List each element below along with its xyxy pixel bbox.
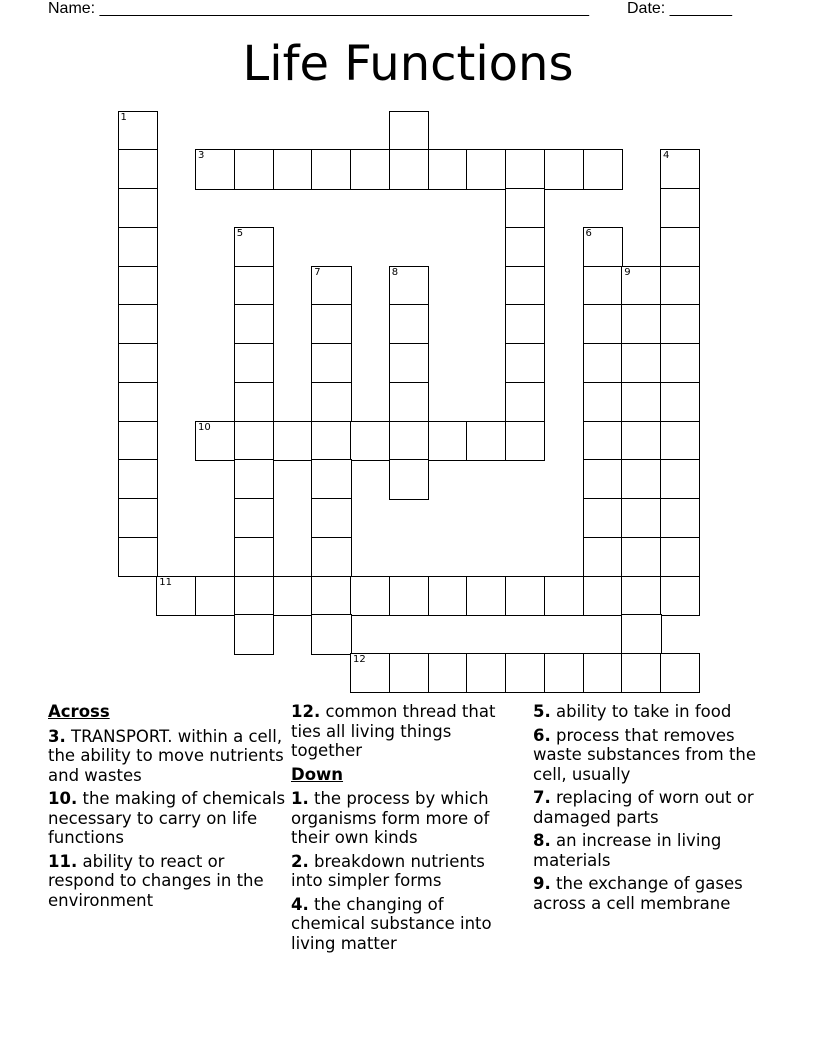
clue-text: the exchange of gases across a cell membrane: [533, 874, 743, 913]
clue-text: an increase in living materials: [533, 831, 722, 870]
clue-text: common thread that ties all living things together: [291, 702, 496, 760]
crossword-cell[interactable]: [118, 149, 158, 189]
clue-down-5: [533, 702, 778, 722]
crossword-cell[interactable]: [311, 304, 351, 344]
clue-down-8: [533, 831, 778, 870]
across-heading: Across: [48, 702, 110, 721]
crossword-cell[interactable]: [583, 498, 623, 538]
crossword-cell[interactable]: [660, 304, 700, 344]
crossword-cell[interactable]: [311, 421, 351, 461]
clue-number-label: 9: [624, 266, 631, 278]
crossword-cell[interactable]: [544, 149, 584, 189]
crossword-cell[interactable]: [428, 149, 468, 189]
clue-text: process that removes waste substances from the cell, usually: [533, 725, 757, 784]
clue-number: 3.: [48, 726, 66, 746]
clue-number-label: 4: [663, 150, 670, 162]
clue-number: 2.: [291, 851, 309, 871]
crossword-cell[interactable]: [118, 188, 158, 228]
clue-number-label: 12: [353, 654, 366, 665]
clue-number: 8.: [533, 831, 551, 850]
crossword-cell[interactable]: [505, 576, 545, 616]
crossword-cell[interactable]: [234, 421, 274, 461]
crossword-cell[interactable]: [311, 266, 351, 306]
crossword-cell[interactable]: [234, 537, 274, 577]
clue-column-2: [291, 702, 516, 957]
crossword-cell[interactable]: [234, 576, 274, 616]
crossword-cell[interactable]: [234, 227, 274, 267]
crossword-cell[interactable]: [234, 149, 274, 189]
crossword-cell[interactable]: [621, 537, 661, 577]
crossword-cell[interactable]: [621, 498, 661, 538]
crossword-cell[interactable]: [660, 537, 700, 577]
crossword-cell[interactable]: [350, 653, 390, 693]
crossword-cell[interactable]: [311, 459, 351, 499]
clue-number-label: 6: [585, 227, 592, 239]
crossword-cell[interactable]: [466, 576, 506, 616]
crossword-cell[interactable]: [583, 266, 623, 306]
crossword-cell[interactable]: [311, 614, 351, 654]
crossword-cell[interactable]: [621, 653, 661, 693]
crossword-cell[interactable]: [311, 343, 351, 383]
clue-number: 6.: [533, 725, 551, 745]
crossword-cell[interactable]: [428, 421, 468, 461]
crossword-cell[interactable]: [660, 421, 700, 461]
clue-number: 9.: [533, 874, 551, 893]
crossword-cell[interactable]: [505, 304, 545, 344]
crossword-cell[interactable]: [311, 382, 351, 422]
crossword-cell[interactable]: [505, 343, 545, 383]
clue-down-2: [291, 852, 516, 891]
crossword-cell[interactable]: [660, 188, 700, 228]
clue-across-11: [48, 852, 288, 911]
crossword-cell[interactable]: [428, 576, 468, 616]
crossword-cell[interactable]: [660, 382, 700, 422]
clue-down-1: [291, 789, 516, 848]
clue-text: ability to take in food: [556, 702, 732, 721]
clue-number-label: 7: [314, 266, 321, 278]
crossword-cell[interactable]: [583, 653, 623, 693]
clue-number-label: 10: [198, 421, 211, 433]
clue-across-10: [48, 789, 288, 848]
crossword-cell[interactable]: [660, 459, 700, 499]
crossword-cell[interactable]: [118, 304, 158, 344]
clue-down-9: [533, 874, 778, 913]
clue-number-label: 11: [159, 576, 172, 588]
crossword-cell[interactable]: [621, 304, 661, 344]
crossword-cell[interactable]: [118, 459, 158, 499]
crossword-cell[interactable]: [311, 576, 351, 616]
crossword-cell[interactable]: [583, 382, 623, 422]
crossword-cell[interactable]: [621, 421, 661, 461]
crossword-cell[interactable]: [544, 576, 584, 616]
clue-number: 7.: [533, 788, 551, 807]
crossword-cell[interactable]: [273, 421, 313, 461]
crossword-cell[interactable]: [544, 653, 584, 693]
crossword-cell[interactable]: [311, 537, 351, 577]
crossword-cell[interactable]: [660, 653, 700, 693]
clue-number: 5.: [533, 702, 551, 721]
crossword-cell[interactable]: [389, 343, 429, 383]
crossword-cell[interactable]: [660, 498, 700, 538]
crossword-cell[interactable]: [389, 576, 429, 616]
crossword-cell[interactable]: [583, 421, 623, 461]
clue-number-label: 3: [198, 150, 205, 162]
crossword-cell[interactable]: [505, 653, 545, 693]
crossword-cell[interactable]: [621, 576, 661, 616]
page-title: Life Functions: [242, 36, 574, 92]
clue-down-4: [291, 895, 516, 954]
crossword-cell[interactable]: [583, 149, 623, 189]
crossword-cell[interactable]: [660, 227, 700, 267]
crossword-cell[interactable]: [621, 382, 661, 422]
crossword-cell[interactable]: [389, 149, 429, 189]
crossword-cell[interactable]: [583, 304, 623, 344]
down-heading: Down: [291, 764, 344, 784]
crossword-cell[interactable]: [350, 576, 390, 616]
crossword-cell[interactable]: [234, 459, 274, 499]
clue-number: 11.: [48, 851, 78, 871]
crossword-cell[interactable]: [234, 343, 274, 383]
crossword-cell[interactable]: [505, 421, 545, 461]
crossword-cell[interactable]: [156, 576, 196, 616]
clue-number: 12.: [291, 702, 321, 721]
crossword-cell[interactable]: [466, 421, 506, 461]
clue-text: TRANSPORT. within a cell, the ability to move nutrients and wastes: [48, 726, 284, 785]
crossword-cell[interactable]: [389, 304, 429, 344]
clue-text: ability to react or respond to changes in the environment: [48, 851, 264, 910]
crossword-cell[interactable]: [583, 343, 623, 383]
crossword-cell[interactable]: [389, 266, 429, 306]
clue-text: breakdown nutrients into simpler forms: [291, 851, 485, 890]
crossword-cell[interactable]: [505, 266, 545, 306]
crossword-cell[interactable]: [583, 576, 623, 616]
clue-text: replacing of worn out or damaged parts: [533, 788, 754, 827]
crossword-cell[interactable]: [428, 653, 468, 693]
crossword-cell[interactable]: [505, 227, 545, 267]
crossword-cell[interactable]: [234, 304, 274, 344]
crossword-cell[interactable]: [389, 421, 429, 461]
clue-number-label: 5: [236, 227, 244, 239]
crossword-cell[interactable]: [311, 498, 351, 538]
crossword-cell[interactable]: [118, 227, 158, 267]
clue-number-label: 1: [120, 111, 127, 123]
name-label: Name: _______________________________________________________: [48, 0, 589, 17]
crossword-cell[interactable]: [118, 111, 158, 151]
crossword-cell[interactable]: [389, 653, 429, 693]
crossword-cell[interactable]: [118, 266, 158, 306]
crossword-cell[interactable]: [505, 149, 545, 189]
crossword-cell[interactable]: [234, 498, 274, 538]
crossword-cell[interactable]: [350, 421, 390, 461]
crossword-cell[interactable]: [660, 149, 700, 189]
clue-text: the making of chemicals necessary to carry on life functions: [48, 789, 286, 847]
crossword-cell[interactable]: [389, 382, 429, 422]
crossword-cell[interactable]: [466, 653, 506, 693]
crossword-cell[interactable]: [660, 343, 700, 383]
clue-across-3: [48, 727, 288, 786]
clue-number-label: 8: [391, 266, 399, 278]
date-label: Date: _______: [627, 0, 732, 17]
crossword-cell[interactable]: [195, 576, 235, 616]
crossword-cell[interactable]: [234, 266, 274, 306]
clue-down-7: [533, 788, 778, 827]
crossword-cell[interactable]: [273, 576, 313, 616]
crossword-cell[interactable]: [466, 149, 506, 189]
crossword-cell[interactable]: [621, 459, 661, 499]
clue-column-3: [533, 702, 778, 917]
clue-number: 10.: [48, 789, 78, 808]
crossword-cell[interactable]: [234, 614, 274, 654]
crossword-cell[interactable]: [621, 614, 661, 654]
clue-across-12: [291, 702, 516, 761]
crossword-cell[interactable]: [311, 149, 351, 189]
crossword-cell[interactable]: [621, 266, 661, 306]
clue-column-1: [48, 702, 288, 914]
crossword-cell[interactable]: [234, 382, 274, 422]
crossword-cell[interactable]: [660, 576, 700, 616]
crossword-cell[interactable]: [505, 188, 545, 228]
crossword-cell[interactable]: [195, 421, 235, 461]
crossword-cell[interactable]: [118, 343, 158, 383]
crossword-cell[interactable]: [389, 459, 429, 499]
crossword-cell[interactable]: [118, 498, 158, 538]
crossword-cell[interactable]: [273, 149, 313, 189]
crossword-cell[interactable]: [195, 149, 235, 189]
crossword-cell[interactable]: [118, 421, 158, 461]
crossword-cell[interactable]: [118, 537, 158, 577]
clue-text: the process by which organisms form more of their own kinds: [291, 789, 490, 847]
crossword-cell[interactable]: [583, 227, 623, 267]
crossword-cell[interactable]: [660, 266, 700, 306]
clue-down-6: [533, 726, 778, 785]
crossword-cell[interactable]: [350, 149, 390, 189]
crossword-cell[interactable]: [621, 343, 661, 383]
clue-number: 1.: [291, 789, 309, 808]
crossword-cell[interactable]: [583, 537, 623, 577]
crossword-cell[interactable]: [583, 459, 623, 499]
crossword-cell[interactable]: [118, 382, 158, 422]
crossword-cell[interactable]: [505, 382, 545, 422]
clue-number: 4.: [291, 894, 309, 914]
crossword-cell[interactable]: [389, 111, 429, 151]
clue-text: the changing of chemical substance into living matter: [291, 894, 492, 953]
